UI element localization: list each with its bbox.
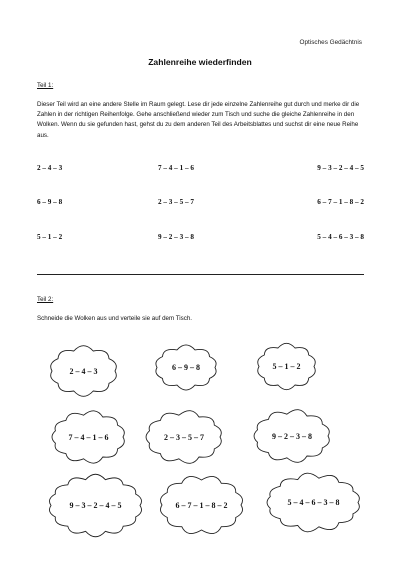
cloud-number-sequence: 9 – 3 – 2 – 4 – 5	[69, 501, 122, 510]
cloud-card	[143, 410, 225, 464]
number-sequence: 6 – 9 – 8	[37, 198, 63, 206]
cloud-number-sequence: 9 – 2 – 3 – 8	[272, 431, 312, 441]
number-sequence: 2 – 3 – 5 – 7	[158, 198, 194, 206]
cloud-number-sequence: 5 – 4 – 6 – 3 – 8	[287, 498, 340, 507]
teil1-label: Teil 1:	[37, 82, 54, 89]
cloud-number-sequence: 7 – 4 – 1 – 6	[68, 432, 109, 442]
header-subject: Optisches Gedächtnis	[299, 39, 362, 46]
number-row-3	[37, 233, 364, 243]
cloud-number-sequence: 2 – 4 – 3	[69, 366, 98, 376]
cloud-number-sequence: 6 – 7 – 1 – 8 – 2	[175, 500, 228, 510]
number-sequence: 7 – 4 – 1 – 6	[158, 164, 194, 172]
cloud-card	[152, 344, 220, 391]
number-sequence: 9 – 2 – 3 – 8	[158, 233, 194, 241]
cloud-card	[46, 474, 145, 537]
cloud-number-sequence: 5 – 1 – 2	[272, 362, 301, 371]
cloud-card	[254, 342, 319, 391]
cloud-card	[157, 475, 246, 535]
cloud-card	[251, 409, 333, 463]
number-sequence: 9 – 3 – 2 – 4 – 5	[317, 164, 364, 172]
number-sequence: 5 – 4 – 6 – 3 – 8	[317, 233, 364, 241]
teil1-instructions: Dieser Teil wird an eine andere Stelle im Raum gelegt. Lese dir jede einzelne Zahlenreihe gut durch und merke dir die Zahlen in der richtigen Reihenfolge. Gehe anschließend wieder zum Tisch und suche die gleiche Zahlenreihe in den Wolken. Wenn du sie gefunden hast, gehst du zu dem anderen Teil des Arbeitsblattes und suchst dir eine neue Reihe aus.	[37, 101, 360, 139]
cloud-card	[264, 473, 363, 532]
page-title: Zahlenreihe wiederfinden	[148, 57, 252, 67]
number-sequence: 5 – 1 – 2	[37, 233, 63, 241]
section-divider	[37, 274, 364, 275]
number-row-2	[37, 198, 364, 208]
cloud-card	[47, 345, 120, 397]
teil2-label: Teil 2:	[37, 296, 54, 303]
number-sequence: 6 – 7 – 1 – 8 – 2	[317, 198, 364, 206]
cloud-number-sequence: 6 – 9 – 8	[172, 363, 200, 372]
teil2-instructions: Schneide die Wolken aus und verteile sie auf dem Tisch.	[37, 315, 193, 322]
cloud-card	[49, 410, 128, 464]
cloud-number-sequence: 2 – 3 – 5 – 7	[164, 432, 204, 442]
number-row-1	[37, 164, 364, 174]
number-sequence: 2 – 4 – 3	[37, 164, 63, 172]
